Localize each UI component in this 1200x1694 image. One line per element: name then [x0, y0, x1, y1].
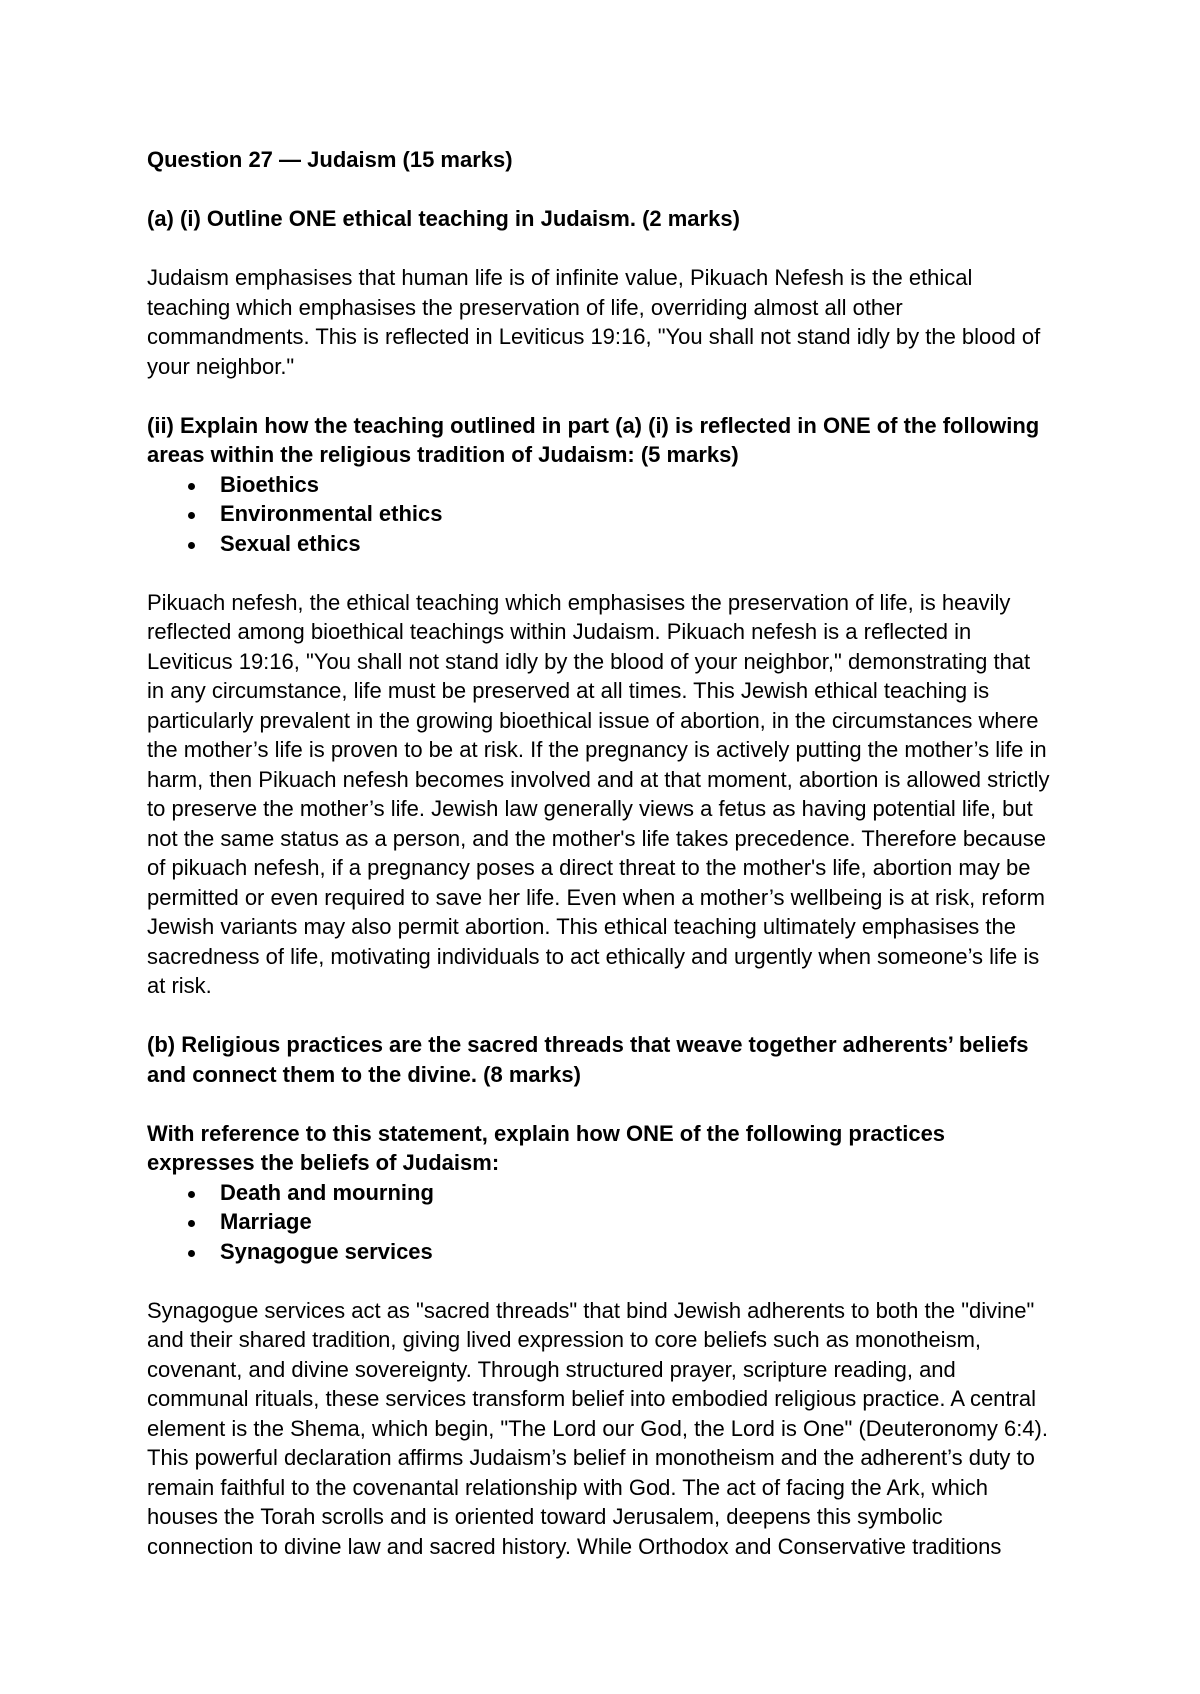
- part-a-ii-answer-line: to preserve the mother’s life. Jewish law generally views a fetus as having potential life, but: [147, 796, 1033, 821]
- option-label: Death and mourning: [220, 1179, 434, 1205]
- option-label: Sexual ethics: [220, 530, 361, 556]
- part-a-ii-answer-line: not the same status as a person, and the mother's life takes precedence. Therefore because: [147, 825, 1046, 851]
- part-a-ii-answer-line: reflected among bioethical teachings within Judaism. Pikuach nefesh is a reflected in: [147, 619, 972, 644]
- part-a-ii-prompt: [147, 411, 1147, 470]
- bullet-icon: [188, 542, 195, 549]
- part-a-i-answer-line: Judaism emphasises that human life is of infinite value, Pikuach Nefesh is the ethical: [147, 265, 973, 290]
- option-item: [147, 499, 1147, 529]
- option-label: Environmental ethics: [220, 501, 443, 526]
- question-title: Question 27 — Judaism (15 marks): [147, 147, 513, 172]
- part-a-ii-answer-line: harm, then Pikuach nefesh becomes involved and at that moment, abortion is allowed strictly: [147, 766, 1050, 792]
- option-item: [147, 1237, 1147, 1267]
- part-b-answer-line: covenant, and divine sovereignty. Through structured prayer, scripture reading, and: [147, 1356, 956, 1382]
- part-a-ii-answer-line: Leviticus 19:16, "You shall not stand idly by the blood of your neighbor," demonstrating that: [147, 648, 1031, 674]
- part-a-i-answer-line: commandments. This is reflected in Leviticus 19:16, "You shall not stand idly by the blood of: [147, 324, 1041, 349]
- option-label: Synagogue services: [220, 1238, 433, 1264]
- part-a-ii-answer-line: particularly prevalent in the growing bioethical issue of abortion, in the circumstances where: [147, 707, 1039, 733]
- part-a-ii-prompt-line: (ii) Explain how the teaching outlined in part (a) (i) is reflected in ONE of the following: [147, 412, 1040, 438]
- part-a-i-answer-line: teaching which emphasises the preservation of life, overriding almost all other: [147, 294, 903, 320]
- part-b-options: [147, 1178, 1147, 1267]
- bullet-icon: [188, 1220, 195, 1227]
- part-a-ii-answer-line: the mother’s life is proven to be at risk. If the pregnancy is actively putting the mother’s life in: [147, 737, 1047, 762]
- part-a-ii-prompt-line: areas within the religious tradition of Judaism: (5 marks): [147, 442, 739, 467]
- part-b-answer-line: and their shared tradition, giving lived expression to core beliefs such as monotheism,: [147, 1327, 982, 1352]
- part-b-answer-line: element is the Shema, which begin, "The Lord our God, the Lord is One" (Deuteronomy 6:4).: [147, 1415, 1048, 1441]
- option-item: [147, 1207, 1147, 1237]
- part-b-statement-line: (b) Religious practices are the sacred threads that weave together adherents’ beliefs: [147, 1032, 1029, 1057]
- part-a-i-answer-line: your neighbor.": [147, 353, 295, 379]
- part-a-ii-answer-line: Pikuach nefesh, the ethical teaching which emphasises the preservation of life, is heavily: [147, 589, 1011, 615]
- part-b-prompt-line: expresses the beliefs of Judaism:: [147, 1150, 500, 1175]
- part-a-ii-answer-line: Jewish variants may also permit abortion. This ethical teaching ultimately emphasises the: [147, 914, 1016, 939]
- option-item: [147, 470, 1147, 500]
- part-a-ii-answer-line: in any circumstance, life must be preserved at all times. This Jewish ethical teaching is: [147, 678, 990, 703]
- part-a-ii-answer-line: at risk.: [147, 973, 212, 998]
- part-b-prompt-line: With reference to this statement, explain how ONE of the following practices: [147, 1120, 946, 1146]
- part-a-ii-answer-line: sacredness of life, motivating individuals to act ethically and urgently when someone’s life is: [147, 943, 1040, 969]
- part-b-answer-line: remain faithful to the covenantal relationship with God. The act of facing the Ark, which: [147, 1474, 988, 1500]
- part-b-answer-line: communal rituals, these services transform belief into embodied religious practice. A central: [147, 1386, 1036, 1411]
- part-b-answer-line: This powerful declaration affirms Judaism’s belief in monotheism and the adherent’s duty to: [147, 1445, 1035, 1470]
- part-a-ii-answer-line: permitted or even required to save her life. Even when a mother’s wellbeing is at risk, reform: [147, 884, 1045, 910]
- option-item: [147, 1178, 1147, 1208]
- part-a-ii-answer: [147, 588, 1147, 1001]
- part-b-answer-line: houses the Torah scrolls and is oriented toward Jerusalem, deepens this symbolic: [147, 1504, 943, 1529]
- part-b-answer-line: connection to divine law and sacred history. While Orthodox and Conservative traditions: [147, 1533, 1002, 1559]
- part-b-prompt: [147, 1119, 1147, 1178]
- bullet-icon: [188, 483, 195, 490]
- document-body: [147, 145, 1147, 1561]
- bullet-icon: [188, 1250, 195, 1257]
- option-label: Marriage: [220, 1209, 312, 1234]
- part-a-ii-options: [147, 470, 1147, 559]
- bullet-icon: [188, 1191, 195, 1198]
- bullet-icon: [188, 512, 195, 519]
- part-b-answer: [147, 1296, 1147, 1562]
- part-b-statement-line: and connect them to the divine. (8 marks): [147, 1061, 581, 1087]
- option-label: Bioethics: [220, 471, 320, 497]
- part-a-i-prompt: (a) (i) Outline ONE ethical teaching in Judaism. (2 marks): [147, 206, 740, 231]
- part-b-answer-line: Synagogue services act as "sacred threads" that bind Jewish adherents to both the "divine": [147, 1297, 1035, 1323]
- option-item: [147, 529, 1147, 559]
- part-a-ii-answer-line: of pikuach nefesh, if a pregnancy poses a direct threat to the mother's life, abortion may be: [147, 855, 1031, 880]
- part-b-statement: [147, 1030, 1147, 1089]
- part-a-i-answer: [147, 263, 1147, 381]
